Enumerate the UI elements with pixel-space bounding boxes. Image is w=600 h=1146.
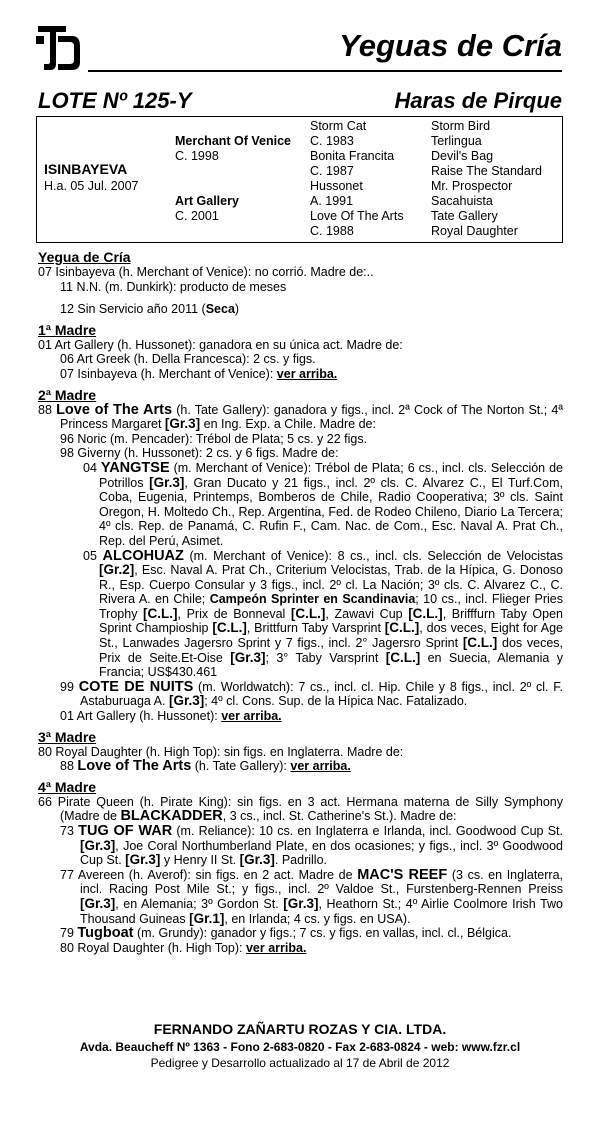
- entry-line: 80 Royal Daughter (h. High Top): ver arriba.: [60, 940, 307, 955]
- great-grandparent: Mr. Prospector: [431, 179, 513, 193]
- entry-line: 99 COTE DE NUITS (m. Worldwatch): 7 cs., incl. cl. Hip. Chile y 8 figs., incl. 2º cl. F. Astaburuaga A. [Gr.3]; 4º cl. Cons. Sup. de la Hípica Nac. Fatalizado.: [60, 678, 563, 709]
- entry-line: 07 Isinbayeva (h. Merchant of Venice): no corrió. Madre de:..: [38, 265, 374, 279]
- section-title-madre3: 3ª Madre: [38, 728, 97, 745]
- entry-line: 01 Art Gallery (h. Hussonet): ganadora en su única act. Madre de:: [38, 337, 403, 352]
- grandparent-year: C. 1988: [310, 224, 354, 238]
- entry-line: 66 Pirate Queen (h. Pirate King): sin figs. en 3 act. Hermana materna de Silly Symphony (Madre de BLACKADDER, 3 cs., incl. St. Catherine's St.). Madre de:: [38, 794, 563, 825]
- haras-name: Haras de Pirque: [394, 88, 562, 113]
- great-grandparent: Tate Gallery: [431, 209, 498, 223]
- entry-line: 80 Royal Daughter (h. High Top): sin figs. en Inglaterra. Madre de:: [38, 744, 404, 759]
- entry-line: 06 Art Greek (h. Della Francesca): 2 cs. y figs.: [60, 352, 316, 367]
- grandparent-name: Love Of The Arts: [310, 209, 404, 223]
- entry-line: 11 N.N. (m. Dunkirk): producto de meses: [60, 279, 287, 294]
- lot-number: LOTE Nº 125-Y: [38, 88, 192, 113]
- entry-line: 12 Sin Servicio año 2011 (Seca): [60, 302, 240, 317]
- page-title: Yeguas de Cría: [339, 28, 562, 63]
- sire-year: C. 1998: [175, 149, 219, 163]
- grandparent-name: Storm Cat: [310, 119, 367, 133]
- section-title-madre2: 2ª Madre: [38, 386, 97, 403]
- entry-line: 01 Art Gallery (h. Hussonet): ver arriba.: [60, 709, 282, 724]
- grandparent-year: C. 1983: [310, 134, 354, 148]
- dam-name: Art Gallery: [175, 194, 239, 208]
- great-grandparent: Devil's Bag: [431, 149, 494, 163]
- pedigree-table: [36, 116, 563, 243]
- grandparent-name: Hussonet: [310, 179, 363, 193]
- sire-name: Merchant Of Venice: [175, 134, 292, 148]
- dam-year: C. 2001: [175, 209, 219, 223]
- grandparent-year: A. 1991: [310, 194, 354, 208]
- entry-line: 73 TUG OF WAR (m. Reliance): 10 cs. en Inglaterra e Irlanda, incl. Goodwood Cup St. [Gr.3], Joe Coral Northumberland Plate, en dos ocasiones; y figs., incl. 3º Goodwood Cup St. [Gr.3] y Henry II St. [Gr.3]. Padrillo.: [60, 823, 563, 868]
- footer-address: Avda. Beaucheff Nº 1363 - Fono 2-683-0820 - Fax 2-683-0824 - web: www.fzr.cl: [79, 1040, 521, 1054]
- fzr-logo: [36, 22, 82, 72]
- entry-line: 98 Giverny (h. Hussonet): 2 cs. y 6 figs. Madre de:: [60, 446, 339, 461]
- great-grandparent: Sacahuista: [431, 194, 493, 208]
- footer-company: FERNANDO ZAÑARTU ROZAS Y CIA. LTDA.: [153, 1021, 447, 1037]
- great-grandparent: Terlingua: [431, 134, 482, 148]
- entry-line: 05 ALCOHUAZ (m. Merchant of Venice): 8 cs., incl. cls. Selección de Velocistas [Gr.2], Esc. Naval A. Prat Ch., Criterium Velocistas, Trab. de la Hípica, G. Donoso R., Esp. Cuerpo Consular y 3 figs., incl. 2º cl. La Nación; 3º cls. C. Alvarez C., C. Rivera A. en Chile; Campeón Sprinter en Scandinavia; 10 cs., incl. Flieger Pries Trophy [C.L.], Prix de Bonneval [C.L.], Zawavi Cup [C.L.], Brifffurn Taby Open Sprint Champioship [C.L.], Brittfurn Taby Varsprint [C.L.], dos veces, Eight for Age St., Lanwades Jagersro Sprint y 7 figs., incl. 2° Jagersro Sprint [C.L.] dos veces, Prix de Seite.Et-Oise [Gr.3]; 3° Taby Varsprint [C.L.] en Suecia, Alemania y Francia; US$430.461: [83, 547, 563, 680]
- ver-arriba-link[interactable]: ver arriba.: [276, 366, 338, 381]
- entry-line: 88 Love of The Arts (h. Tate Gallery): ganadora y figs., incl. 2ª Cock of The Norton St.; 4ª Princess Margaret [Gr.3] en Ing. Exp. a Chile. Madre de:: [38, 401, 563, 432]
- great-grandparent: Royal Daughter: [431, 224, 518, 238]
- entry-line: 96 Noric (m. Pencader): Trébol de Plata; 5 cs. y 22 figs.: [60, 431, 368, 446]
- horse-birth: H.a. 05 Jul. 2007: [44, 179, 139, 193]
- section-title-madre4: 4ª Madre: [38, 778, 97, 795]
- catalogue-body: [38, 249, 563, 955]
- ver-arriba-link[interactable]: ver arriba.: [290, 759, 351, 774]
- section-title-madre1: 1ª Madre: [38, 321, 97, 338]
- footer-update: Pedigree y Desarrollo actualizado al 17 de Abril de 2012: [150, 1056, 450, 1070]
- entry-line: 77 Avereen (h. Averof): sin figs. en 2 act. Madre de MAC'S REEF (3 cs. en Inglaterra, incl. Racing Post Mile St.; y figs., incl. 2º Valdoe St., Furstenberg-Rennen Preiss [Gr.3], en Alemania; 3º Gordon St. [Gr.3], Heathorn St.; 4º Airlie Coolmore Irish Two Thousand Guineas [Gr.1], en Irlanda; 4 cs. y figs. en USA).: [60, 866, 563, 926]
- grandparent-year: C. 1987: [310, 164, 354, 178]
- entry-line: 04 YANGTSE (m. Merchant of Venice): Trébol de Plata; 6 cs., incl. cls. Selección de Potrillos [Gr.3], Gran Ducato y 21 figs., incl. 2º cls. C. Alvarez C., El Turf.Com, Coba, Eugenia, Printemps, Bomberos de Chile, Radio Cooperativa; 3º cls. Saint Oregon, H. Moltedo Ch., Rep. Argentina, Fed. de Rodeo Chileno, Diario La Tercera; 4º cls. Rep. de Panamá, C. Rufin F., Cam. Nac. de Com., Esc. Naval A. Prat Ch., Rep. del Perú, Asimet.: [83, 459, 564, 548]
- entry-line: 07 Isinbayeva (h. Merchant of Venice): ver arriba.: [60, 366, 338, 381]
- ver-arriba-link[interactable]: ver arriba.: [221, 709, 282, 724]
- grandparent-name: Bonita Francita: [310, 149, 395, 163]
- ver-arriba-link[interactable]: ver arriba.: [245, 940, 307, 955]
- horse-name: ISINBAYEVA: [44, 161, 128, 177]
- entry-line: 79 Tugboat (m. Grundy): ganador y figs.; 7 cs. y figs. en vallas, incl. cl., Bélgica.: [60, 925, 512, 942]
- great-grandparent: Storm Bird: [431, 119, 491, 133]
- section-title-yegua: Yegua de Cría: [38, 249, 131, 265]
- header-rule: [88, 70, 562, 72]
- entry-line: 88 Love of The Arts (h. Tate Gallery): ver arriba.: [60, 758, 351, 775]
- great-grandparent: Raise The Standard: [431, 164, 542, 178]
